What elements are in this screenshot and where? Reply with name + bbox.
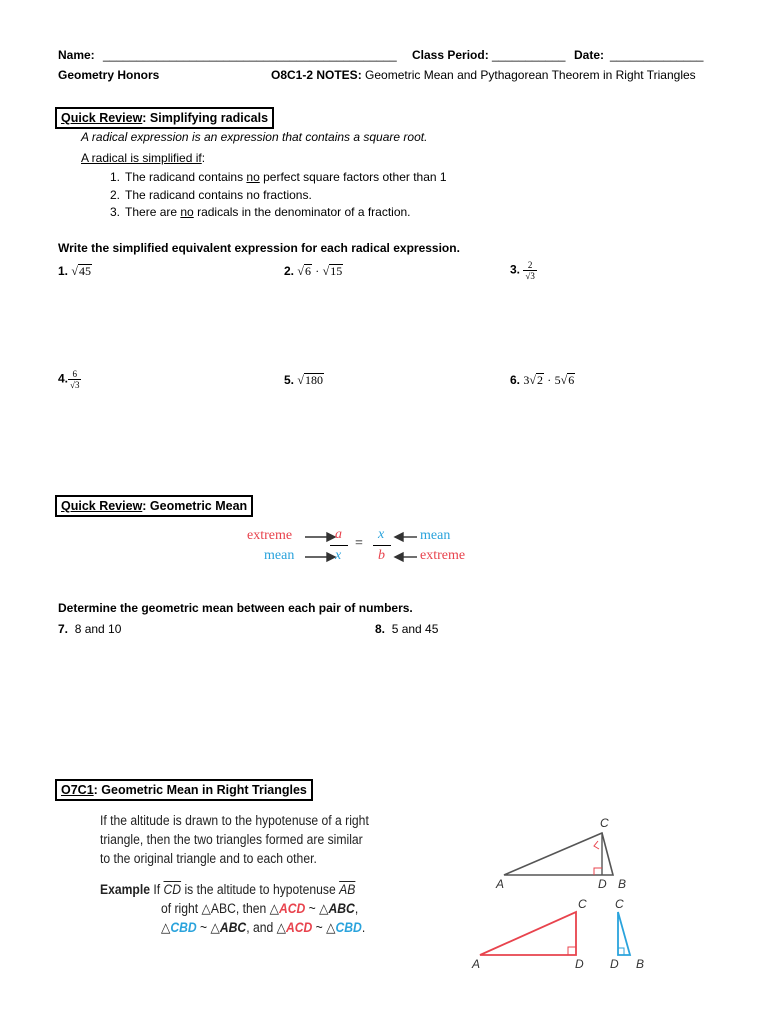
fraction-a: a <box>335 527 342 542</box>
punctuation: , <box>354 901 359 916</box>
dot-operator: · <box>315 264 320 278</box>
problem-text: 5 and 45 <box>391 622 439 636</box>
label-d-red: D <box>575 957 584 971</box>
triangle-acd: ACD <box>285 920 313 935</box>
class-period-blank[interactable]: ___________ <box>492 48 566 62</box>
example-line-1 <box>100 882 355 897</box>
radicand-2: 6 <box>568 373 575 387</box>
dot-operator: · <box>547 373 552 387</box>
similar-sign: ~ △ <box>312 920 336 935</box>
problem-6: 6. 3√2 · 5√6 <box>510 373 575 387</box>
triangle-acd: ACD <box>278 901 306 916</box>
fraction-x-left: x <box>335 548 342 563</box>
simplified-colon: : <box>201 151 206 165</box>
label-extreme-left: extreme <box>247 528 293 543</box>
segment-cd: $\overline{CD}$ <box>163 882 182 897</box>
label-a: A <box>496 877 505 891</box>
section-title-underlined: Quick Review <box>61 111 143 125</box>
example-text: of right △ABC, then △ <box>161 901 279 916</box>
denominator-radicand: 3 <box>530 271 535 281</box>
simplified-heading <box>81 151 205 165</box>
label-mean-right: mean <box>420 528 451 543</box>
example-text: If <box>153 882 161 897</box>
numerator: 2 <box>527 260 533 270</box>
date-blank[interactable]: ______________ <box>610 48 704 62</box>
example-line-3 <box>161 920 365 936</box>
coefficient-1: 3 <box>523 373 530 387</box>
example-label: Example <box>100 882 150 897</box>
rule-emphasis: no <box>246 170 260 184</box>
rule-number: 1. <box>110 170 121 184</box>
fraction-b: b <box>378 548 385 563</box>
radicand-1: 2 <box>536 373 543 387</box>
fraction-bar-right <box>373 545 391 546</box>
label-c-blue: C <box>615 897 624 911</box>
problem-2: 2. √6 · √15 <box>284 264 343 278</box>
left-arrows <box>303 529 337 567</box>
radicand-a: 6 <box>304 264 311 278</box>
triangle-abc-figure <box>504 833 613 875</box>
date-label: Date: <box>574 48 605 62</box>
problem-number: 6. <box>510 373 521 387</box>
name-blank[interactable]: ____________________________________________ <box>103 48 397 62</box>
problem-number: 4. <box>58 371 69 386</box>
section-title-rest: : Simplifying radicals <box>142 111 269 125</box>
label-extreme-right: extreme <box>420 548 466 563</box>
rule-emphasis: no <box>180 205 194 219</box>
radical-instruction: Write the simplified equivalent expression for each radical expression. <box>58 241 460 255</box>
label-a-red: A <box>472 957 481 971</box>
fraction: $\frac{2}{√3}$ <box>525 260 535 281</box>
problem-number: 1. <box>58 264 69 278</box>
section-title-underlined: Quick Review <box>61 499 143 513</box>
section-title-rest: : Geometric Mean <box>142 499 248 513</box>
label-c-red: C <box>578 897 587 911</box>
problem-number: 3. <box>510 262 521 277</box>
triangle-cbd-figure <box>618 912 630 955</box>
rule-text: There are <box>125 205 181 219</box>
rule-text: The radicand contains no fractions. <box>125 188 312 202</box>
section-title-geometric-mean-right-triangles <box>55 779 313 801</box>
section-title-rest: : Geometric Mean in Right Triangles <box>93 783 307 797</box>
section-title-simplifying-radicals <box>55 107 274 129</box>
example-line-2 <box>161 901 358 917</box>
label-b-blue: B <box>636 957 645 971</box>
problem-7 <box>58 622 121 636</box>
radical-definition: A radical expression is an expression that contains a square root. <box>81 130 428 144</box>
notes-code: O8C1-2 NOTES: <box>271 68 362 82</box>
label-d: D <box>598 877 607 891</box>
course-name: Geometry Honors <box>58 68 160 82</box>
label-b: B <box>618 877 627 891</box>
triangle-cbd: CBD <box>170 920 197 935</box>
rule-text: perfect square factors other than 1 <box>259 170 447 184</box>
name-label: Name: <box>58 48 95 62</box>
denominator-radicand: 3 <box>74 380 80 390</box>
similar-sign: ~ △ <box>196 920 220 935</box>
label-mean-left: mean <box>264 548 295 563</box>
notes-title <box>271 68 696 82</box>
label-d-blue: D <box>610 957 619 971</box>
theorem-line-3: to the original triangle and to each other. <box>100 851 317 866</box>
section-title-underlined: O7C1 <box>61 783 94 797</box>
rule-item <box>110 170 447 184</box>
rule-item <box>110 188 312 202</box>
rule-number: 3. <box>110 205 121 219</box>
problem-number: 8. <box>375 622 386 636</box>
equals-sign: = <box>355 536 363 551</box>
problem-number: 7. <box>58 622 69 636</box>
triangle-abc: ABC <box>219 920 247 935</box>
problem-number: 2. <box>284 264 295 278</box>
class-period-label: Class Period: <box>412 48 489 62</box>
rule-item <box>110 205 411 219</box>
problem-4 <box>58 369 81 390</box>
fraction-x-right: x <box>378 527 385 542</box>
notes-topic: Geometric Mean and Pythagorean Theorem in Right Triangles <box>365 68 696 82</box>
problem-3 <box>510 260 537 281</box>
segment-ab: $\overline{AB}$ <box>339 882 356 897</box>
theorem-line-2: triangle, then the two triangles formed are similar <box>100 832 363 847</box>
triangle-cbd: CBD <box>335 920 362 935</box>
fraction: $\frac{6}{√3}$ <box>70 369 80 390</box>
section-title-geometric-mean <box>55 495 253 517</box>
radicand: 180 <box>304 373 323 387</box>
simplified-label: A radical is simplified if <box>81 151 202 165</box>
coefficient-2: 5 <box>554 373 561 387</box>
triangle-abc: ABC <box>328 901 355 916</box>
geometric-mean-instruction: Determine the geometric mean between each pair of numbers. <box>58 601 413 615</box>
problem-8 <box>375 622 438 636</box>
radicand-b: 15 <box>330 264 343 278</box>
right-arrows <box>393 529 419 567</box>
rule-text: radicals in the denominator of a fraction. <box>193 205 411 219</box>
label-c: C <box>600 816 609 830</box>
problem-number: 5. <box>284 373 295 387</box>
theorem-line-1: If the altitude is drawn to the hypotenuse of a right <box>100 813 369 828</box>
radicand: 45 <box>78 264 91 278</box>
rule-text: The radicand contains <box>125 170 247 184</box>
triangle-symbol: △ <box>161 920 171 935</box>
rule-number: 2. <box>110 188 121 202</box>
fraction-bar-left <box>330 545 348 546</box>
example-text: , and △ <box>246 920 286 935</box>
problem-1: 1. √45 <box>58 264 91 278</box>
example-text: is the altitude to hypotenuse <box>184 882 336 897</box>
similar-sign: ~ △ <box>305 901 329 916</box>
problem-5: 5. √180 <box>284 373 323 387</box>
numerator: 6 <box>72 369 77 379</box>
similar-triangles-diagram <box>470 810 670 980</box>
problem-text: 8 and 10 <box>74 622 122 636</box>
punctuation: . <box>361 920 366 935</box>
triangle-acd-figure <box>480 912 576 955</box>
